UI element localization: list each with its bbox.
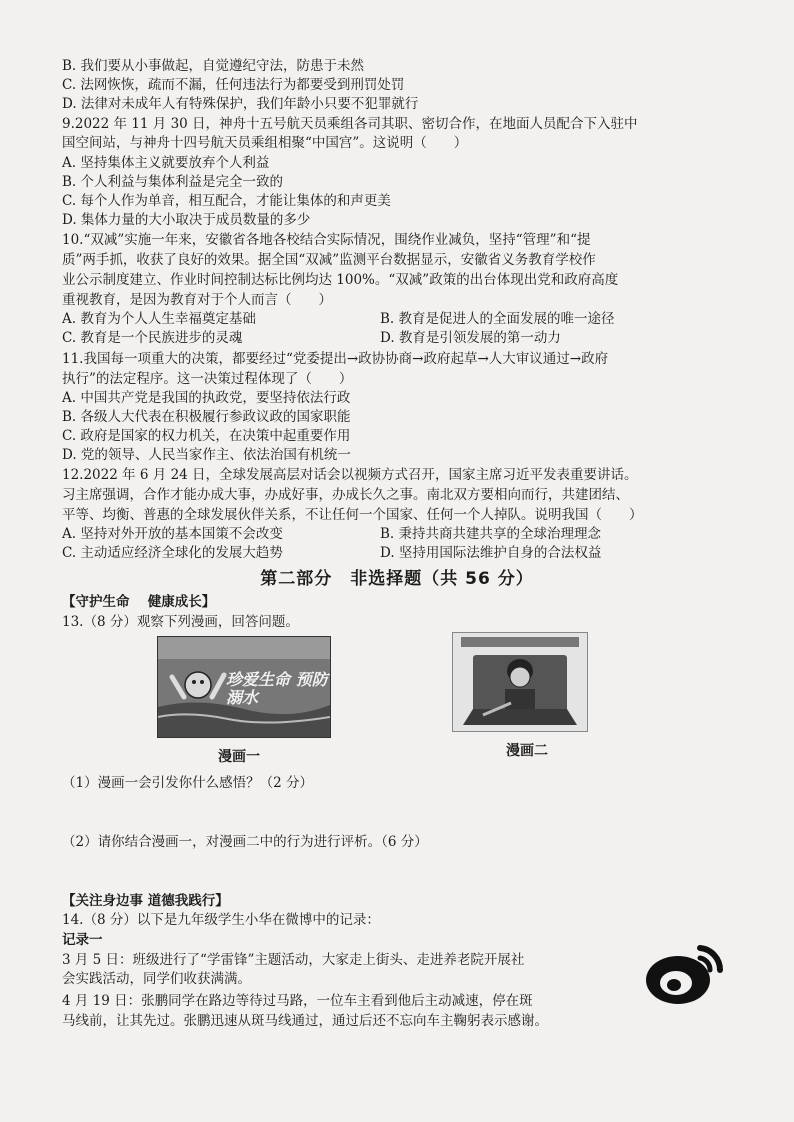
q13-sub-2: （2）请你结合漫画一，对漫画二中的行为进行评析。（6 分） — [62, 834, 428, 850]
q10-stem-1: 10.“双减”实施一年来，安徽省各地各校结合实际情况，围绕作业减负，坚持“管理”和“提 — [62, 232, 591, 248]
q12-option-a: A. 坚持对外开放的基本国策不会改变 — [62, 526, 283, 542]
cartoon-1-image — [157, 636, 331, 738]
q12-option-b: B. 秉持共商共建共享的全球治理理念 — [380, 526, 602, 542]
q10-option-a: A. 教育为个人人生幸福奠定基础 — [62, 311, 256, 327]
q12-options-row-1 — [62, 524, 762, 544]
q14-record-2-line-2: 马线前，让其先过。张鹏迅速从斑马线通过，通过后还不忘向车主鞠躬表示感谢。 — [62, 1013, 548, 1029]
q10-options-row-2 — [62, 328, 762, 348]
q11-option-a: A. 中国共产党是我国的执政党，要坚持依法行政 — [62, 390, 351, 406]
q11-option-d: D. 党的领导、人民当家作主、依法治国有机统一 — [62, 447, 351, 463]
theme-heading-1: 【守护生命 健康成长】 — [62, 594, 216, 610]
q8-option-c: C. 法网恢恢，疏而不漏，任何违法行为都要受到刑罚处罚 — [62, 77, 405, 93]
q12-stem-1: 12.2022 年 6 月 24 日，全球发展高层对话会以视频方式召开，国家主席习近平发表重要讲话。 — [62, 467, 638, 483]
cartoon-2-drawing — [453, 633, 587, 731]
q10-option-d: D. 教育是引领发展的第一动力 — [380, 330, 561, 346]
q14-record-title: 记录一 — [62, 932, 103, 948]
q12-options-row-2 — [62, 543, 762, 563]
q10-option-c: C. 教育是一个民族进步的灵魂 — [62, 330, 243, 346]
q14-stem: 14.（8 分）以下是九年级学生小华在微博中的记录： — [62, 912, 380, 928]
q10-option-b: B. 教育是促进人的全面发展的唯一途径 — [380, 311, 615, 327]
q9-stem-2: 国空间站，与神舟十四号航天员乘组相聚“中国宫”。这说明（ ） — [62, 135, 468, 151]
q14-record-1-line-1: 3 月 5 日：班级进行了“学雷锋”主题活动，大家走上街头、走进养老院开展社 — [62, 952, 525, 968]
cartoon-2-caption: 漫画二 — [506, 743, 548, 759]
q8-option-d: D. 法律对未成年人有特殊保护，我们年龄小只要不犯罪就行 — [62, 96, 419, 112]
q9-stem-1: 9.2022 年 11 月 30 日，神舟十五号航天员乘组各司其职、密切合作，在地面人员配合下入驻中 — [62, 116, 638, 132]
q13-stem: 13.（8 分）观察下列漫画，回答问题。 — [62, 614, 299, 630]
q9-option-d: D. 集体力量的大小取决于成员数量的多少 — [62, 212, 311, 228]
q9-option-c: C. 每个人作为单音，相互配合，才能让集体的和声更美 — [62, 193, 391, 209]
q9-option-b: B. 个人利益与集体利益是完全一致的 — [62, 174, 284, 190]
q12-stem-2: 习主席强调，合作才能办成大事，办成好事，办成长久之事。南北双方要相向而行，共建团结、 — [62, 487, 629, 503]
q11-stem-1: 11.我国每一项重大的决策，都要经过“党委提出→政协协商→政府起草→人大审议通过→政府 — [62, 351, 609, 367]
q12-option-c: C. 主动适应经济全球化的发展大趋势 — [62, 545, 283, 561]
q10-stem-3: 业公示制度建立、作业时间控制达标比例均达 100%。“双减”政策的出台体现出党和政府高度 — [62, 272, 619, 288]
cartoon-1-caption: 漫画一 — [218, 749, 260, 765]
theme-heading-2: 【关注身边事 道德我践行】 — [62, 893, 229, 909]
weibo-logo-icon — [640, 930, 730, 1010]
q10-stem-4: 重视教育，是因为教育对于个人而言（ ） — [62, 292, 332, 308]
q9-option-a: A. 坚持集体主义就要放弃个人利益 — [62, 155, 270, 171]
q10-stem-2: 质”两手抓，收获了良好的效果。据全国“双减”监测平台数据显示，安徽省义务教育学校作 — [62, 252, 596, 268]
q11-option-c: C. 政府是国家的权力机关，在决策中起重要作用 — [62, 428, 351, 444]
q12-stem-3: 平等、均衡、普惠的全球发展伙伴关系，不让任何一个国家、任何一个人掉队。说明我国（ ） — [62, 507, 643, 523]
cartoon-2-image — [452, 632, 588, 732]
q8-option-b: B. 我们要从小事做起，自觉遵纪守法，防患于未然 — [62, 58, 365, 74]
q12-option-d: D. 坚持用国际法维护自身的合法权益 — [380, 545, 602, 561]
q11-option-b: B. 各级人大代表在积极履行参政议政的国家职能 — [62, 409, 351, 425]
q14-record-2-line-1: 4 月 19 日：张鹏同学在路边等待过马路，一位车主看到他后主动减速，停在斑 — [62, 993, 533, 1009]
q14-record-1-line-2: 会实践活动，同学们收获满满。 — [62, 971, 251, 987]
q10-options-row-1 — [62, 309, 762, 329]
cartoon-1-title: 珍爱生命 预防溺水 — [226, 670, 328, 707]
part2-title: 第二部分 非选择题（共 56 分） — [260, 569, 534, 589]
q11-stem-2: 执行”的法定程序。这一决策过程体现了（ ） — [62, 371, 353, 387]
q13-sub-1: （1）漫画一会引发你什么感悟？（2 分） — [62, 775, 313, 791]
